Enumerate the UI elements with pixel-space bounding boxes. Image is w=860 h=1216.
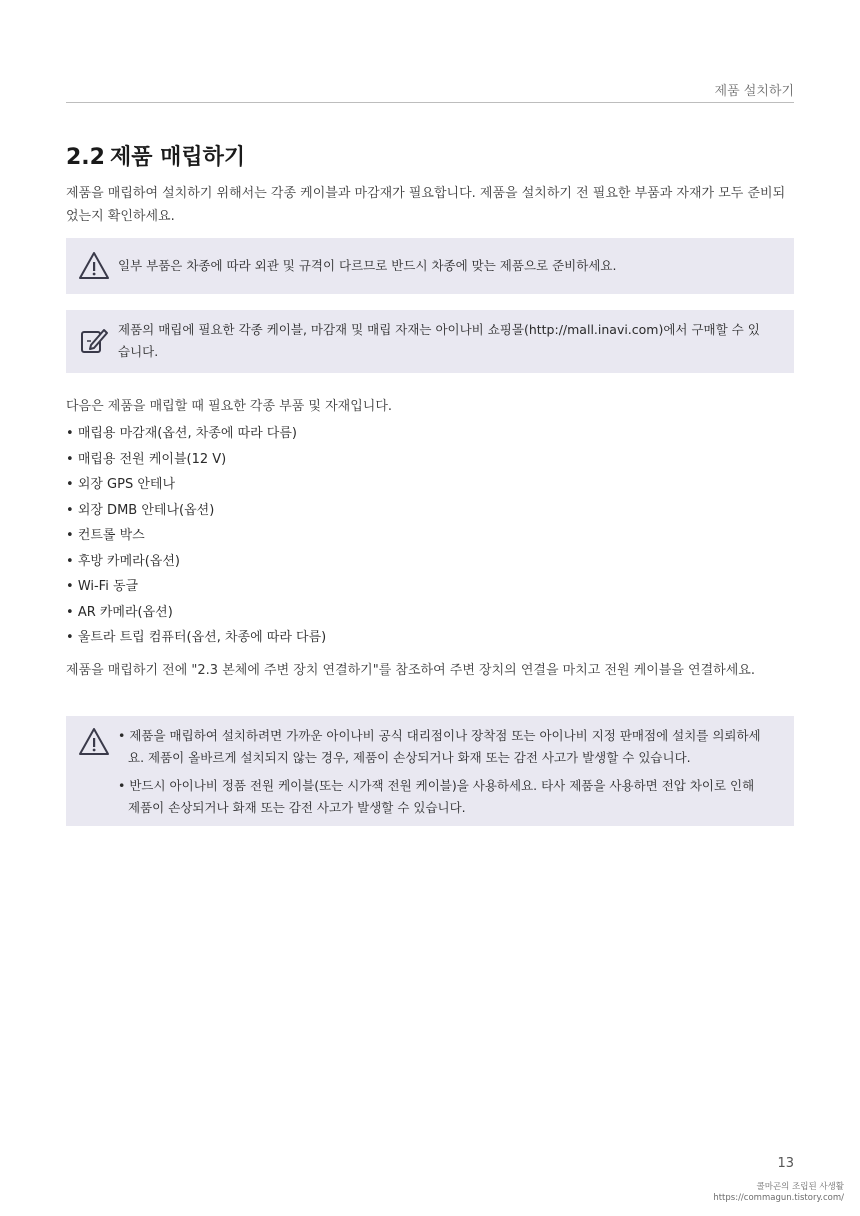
warning-triangle-icon: [78, 250, 110, 282]
intro-paragraph: 제품을 매립하여 설치하기 위해서는 각종 케이블과 마감재가 필요합니다. 제품을 설치하기 전 필요한 부품과 자재가 모두 준비되었는지 확인하세요.: [66, 186, 786, 224]
list-item: • 제품을 매립하여 설치하려면 가까운 아이나비 공식 대리점이나 장착점 또는 아이나비 지정 판매점에 설치를 의뢰하세요. 제품이 올바르게 설치되지 않는 경우, 제품이 손상되거나 화재 또는 감전 사고가 발생할 수 있습니다.: [118, 725, 770, 769]
warning-2-text: [118, 725, 770, 825]
watermark-line-1: 콜마곤의 조립된 사생활: [756, 1182, 844, 1192]
list-item: • 반드시 아이나비 정품 전원 케이블(또는 시가잭 전원 케이블)을 사용하세요. 타사 제품을 사용하면 전압 차이로 인해 제품이 손상되거나 화재 또는 감전 사고가 발생할 수 있습니다.: [118, 775, 770, 819]
list-item: • 외장 DMB 안테나(옵션): [66, 498, 326, 524]
caution-list: [118, 725, 770, 819]
watermark-line-2: https://commagun.tistory.com/: [713, 1193, 844, 1203]
note-text: 제품의 매립에 필요한 각종 케이블, 마감재 및 매립 자재는 아이나비 쇼핑몰(http://mall.inavi.com)에서 구매할 수 있습니다.: [118, 322, 760, 359]
page-number: 13: [777, 1156, 794, 1171]
warning-box-2: [66, 716, 794, 826]
note-box: [66, 310, 794, 373]
list-item: • 외장 GPS 안테나: [66, 472, 326, 498]
list-item: • 매립용 전원 케이블(12 V): [66, 447, 326, 473]
warning-triangle-icon: [78, 726, 110, 758]
section-heading: [66, 140, 245, 171]
header-title: 제품 설치하기: [714, 84, 794, 99]
warning-box-1: [66, 238, 794, 294]
list-item: • 울트라 트립 컴퓨터(옵션, 차종에 따라 다름): [66, 625, 326, 651]
section-title: 제품 매립하기: [110, 145, 246, 170]
outro-paragraph: 제품을 매립하기 전에 "2.3 본체에 주변 장치 연결하기"를 참조하여 주변 장치의 연결을 마치고 전원 케이블을 연결하세요.: [66, 663, 755, 678]
section-number: 2.2: [66, 145, 105, 170]
list-item: • Wi-Fi 동글: [66, 574, 326, 600]
page-header: [66, 78, 794, 103]
warning-1-text: 일부 부품은 차종에 따라 외관 및 규격이 다르므로 반드시 차종에 맞는 제품으로 준비하세요.: [118, 258, 617, 273]
parts-intro: 다음은 제품을 매립할 때 필요한 각종 부품 및 자재입니다.: [66, 399, 393, 414]
list-item: • AR 카메라(옵션): [66, 600, 326, 626]
list-item: • 후방 카메라(옵션): [66, 549, 326, 575]
list-item: • 매립용 마감재(옵션, 차종에 따라 다름): [66, 421, 326, 447]
watermark: [713, 1182, 844, 1204]
parts-list: [66, 421, 326, 651]
note-pencil-icon: [78, 324, 110, 356]
list-item: • 컨트롤 박스: [66, 523, 326, 549]
